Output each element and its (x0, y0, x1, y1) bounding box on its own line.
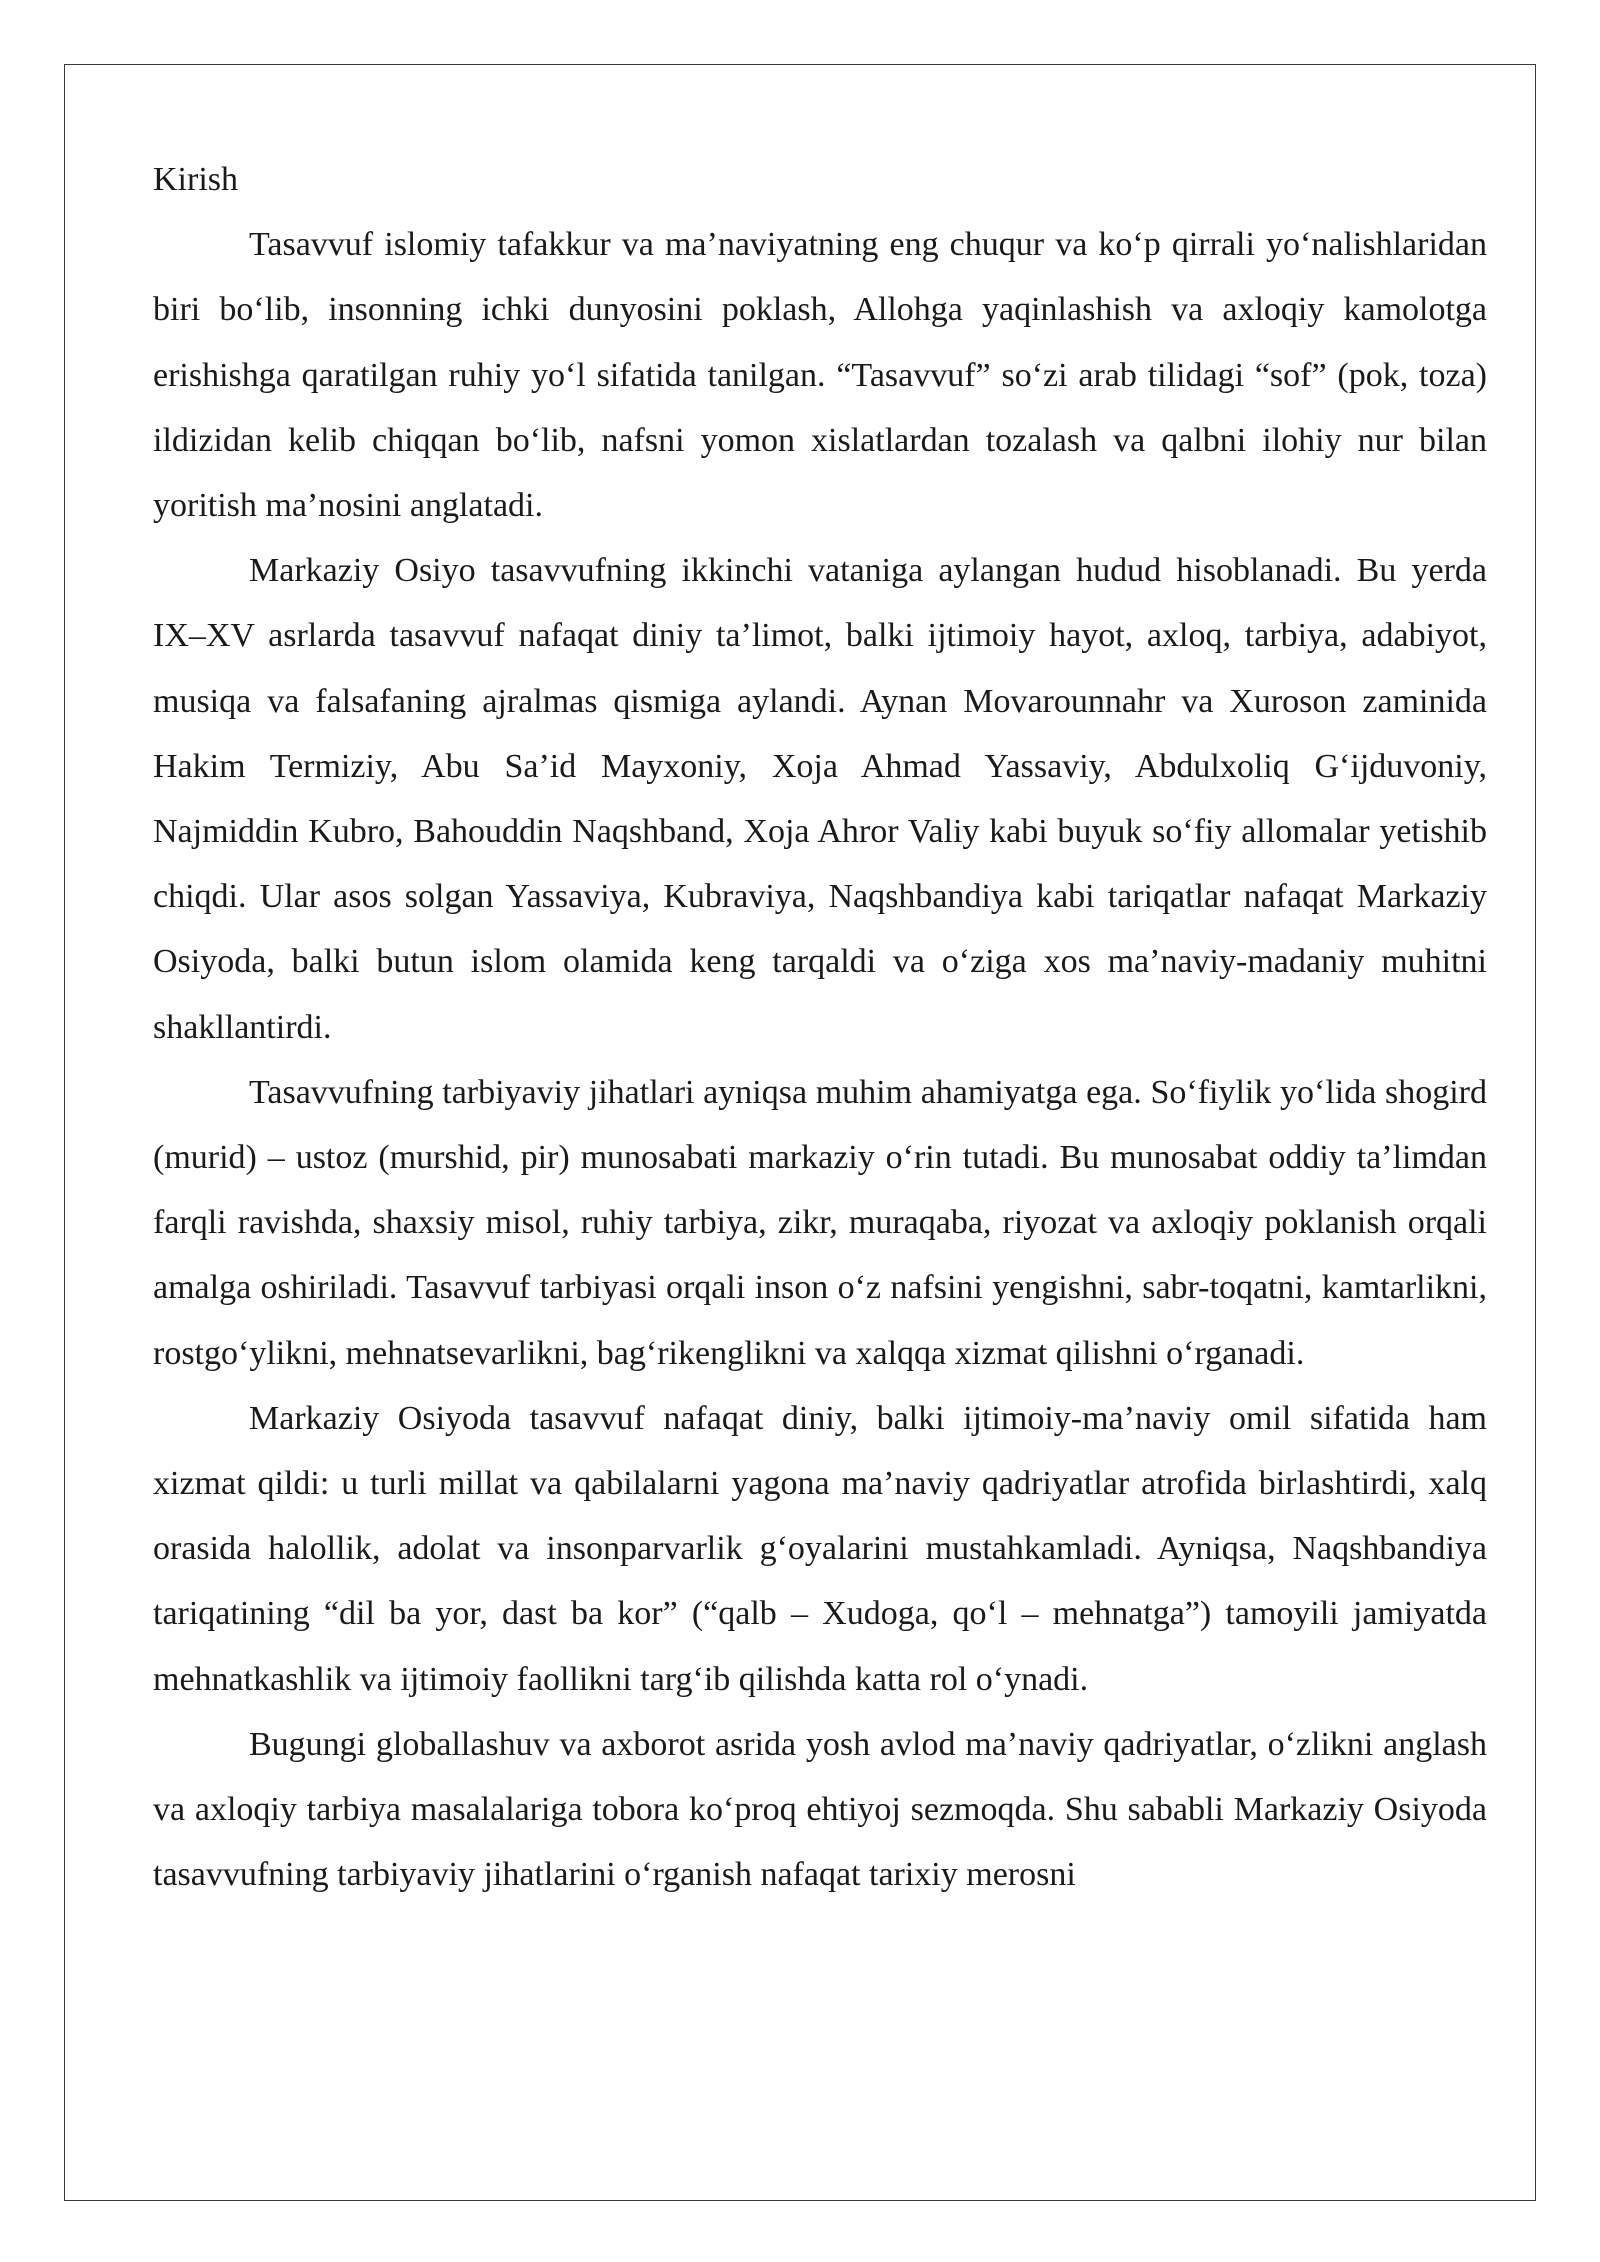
section-heading: Kirish (153, 161, 238, 198)
document-body (153, 147, 1487, 1907)
paragraph-1: Tasavvuf islomiy tafakkur va ma’naviyatning eng chuqur va ko‘p qirrali yo‘nalishlaridan biri bo‘lib, insonning ichki dunyosini poklash, Allohga yaqinlashish va axloqiy kamolotga erishishga qaratilgan ruhiy yo‘l sifatida tanilgan. “Tasavvuf” so‘zi arab tilidagi “sof” (pok, toza) ildizidan kelib chiqqan bo‘lib, nafsni yomon xislatlardan tozalash va qalbni ilohiy nur bilan yoritish ma’nosini anglatadi. (153, 226, 1487, 525)
paragraph-4: Markaziy Osiyoda tasavvuf nafaqat diniy, balki ijtimoiy-ma’naviy omil sifatida ham xizmat qildi: u turli millat va qabilalarni yagona ma’naviy qadriyatlar atrofida birlashtirdi, xalq orasida halollik, adolat va insonparvarlik g‘oyalarini mustahkamladi. Ayniqsa, Naqshbandiya tariqatining “dil ba yor, dast ba kor” (“qalb – Xudoga, qo‘l – mehnatga”) tamoyili jamiyatda mehnatkashlik va ijtimoiy faollikni targ‘ib qilishda katta rol o‘ynadi. (153, 1399, 1487, 1698)
paragraph-5: Bugungi globallashuv va axborot asrida yosh avlod ma’naviy qadriyatlar, o‘zlikni anglash va axloqiy tarbiya masalalariga tobora ko‘proq ehtiyoj sezmoqda. Shu sababli Markaziy Osiyoda tasavvufning tarbiyaviy jihatlarini o‘rganish nafaqat tarixiy merosni (153, 1725, 1487, 1894)
paragraph-2: Markaziy Osiyo tasavvufning ikkinchi vataniga aylangan hudud hisoblanadi. Bu yerda IX–XV asrlarda tasavvuf nafaqat diniy ta’limot, balki ijtimoiy hayot, axloq, tarbiya, adabiyot, musiqa va falsafaning ajralmas qismiga aylandi. Aynan Movarounnahr va Xuroson zaminida Hakim Termiziy, Abu Sa’id Mayxoniy, Xoja Ahmad Yassaviy, Abdulxoliq G‘ijduvoniy, Najmiddin Kubro, Bahouddin Naqshband, Xoja Ahror Valiy kabi buyuk so‘fiy allomalar yetishib chiqdi. Ular asos solgan Yassaviya, Kubraviya, Naqshbandiya kabi tariqatlar nafaqat Markaziy Osiyoda, balki butun islom olamida keng tarqaldi va o‘ziga xos ma’naviy-madaniy muhitni shakllantirdi. (153, 552, 1487, 1046)
paragraph-3: Tasavvufning tarbiyaviy jihatlari ayniqsa muhim ahamiyatga ega. So‘fiylik yo‘lida shogird (murid) – ustoz (murshid, pir) munosabati markaziy o‘rin tutadi. Bu munosabat oddiy ta’limdan farqli ravishda, shaxsiy misol, ruhiy tarbiya, zikr, muraqaba, riyozat va axloqiy poklanish orqali amalga oshiriladi. Tasavvuf tarbiyasi orqali inson o‘z nafsini yengishni, sabr-toqatni, kamtarlikni, rostgo‘ylikni, mehnatsevarlikni, bag‘rikenglikni va xalqqa xizmat qilishni o‘rganadi. (153, 1073, 1487, 1372)
